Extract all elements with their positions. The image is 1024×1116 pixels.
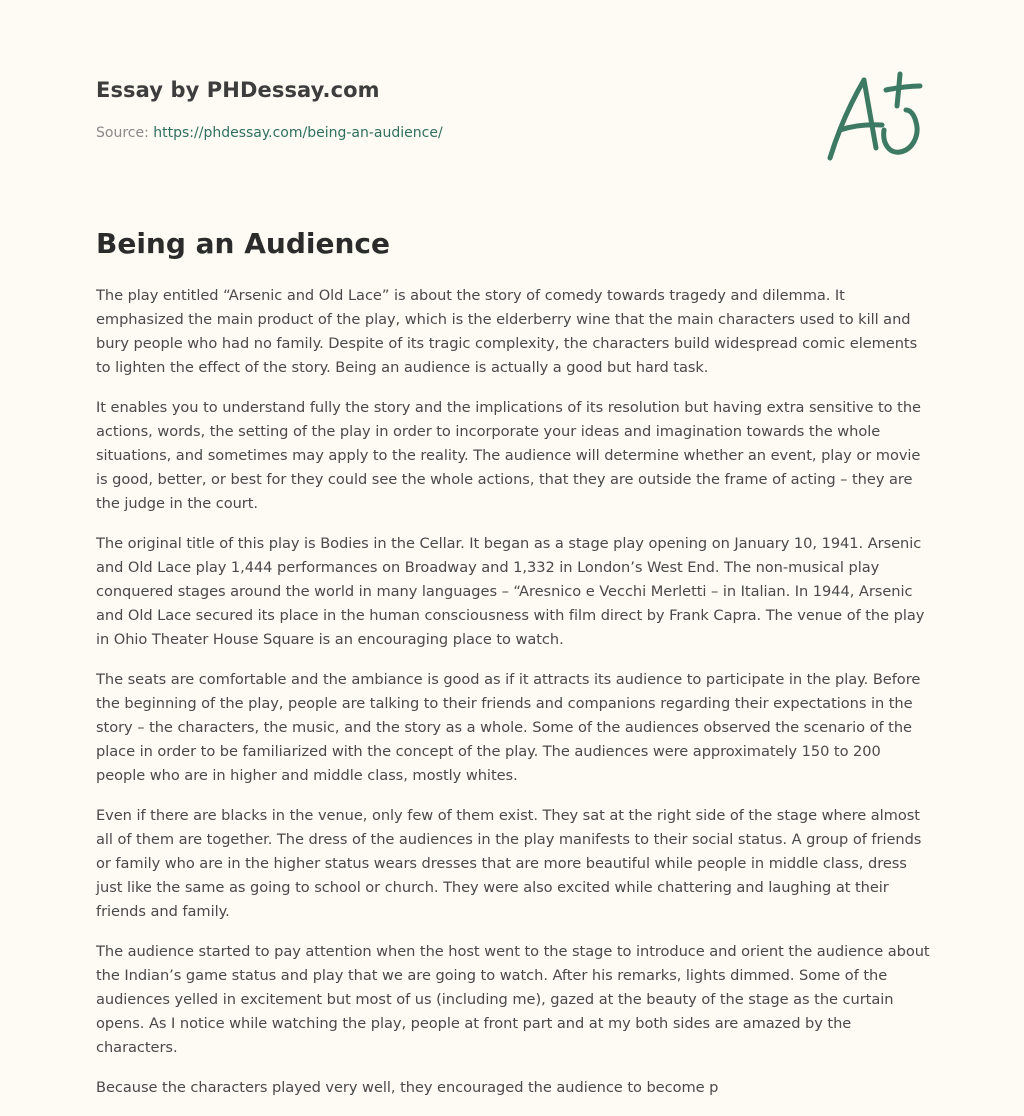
paragraph: The audience started to pay attention when the host went to the stage to introduce and orient the audience about the Indian’s game status and play that we are going to watch. After his remarks, lights dimmed. Some of the audiences yelled in excitement but most of us (including me), gazed at the beauty of the stage as the curtain opens. As I notice while watching the play, people at front part and at my both sides are amazed by the characters. <box>96 943 930 1056</box>
essay-body <box>96 284 930 1116</box>
paragraph: The play entitled “Arsenic and Old Lace” is about the story of comedy towards tragedy and dilemma. It emphasized the main product of the play, which is the elderberry wine that the main characters used to kill and bury people who had no family. Despite of its tragic complexity, the characters build widespread comic elements to lighten the effect of the story. Being an audience is actually a good but hard task. <box>96 287 918 376</box>
paragraph: It enables you to understand fully the story and the implications of its resolution but having extra sensitive to the actions, words, the setting of the play in order to incorporate your ideas and imagination towards the whole situations, and sometimes may apply to the reality. The audience will determine whether an event, play or movie is good, better, or best for they could see the whole actions, that they are outside the frame of acting – they are the judge in the court. <box>96 399 921 512</box>
paragraph: The seats are comfortable and the ambiance is good as if it attracts its audience to participate in the play. Before the beginning of the play, people are talking to their friends and companions regarding their expectations in the story – the characters, the music, and the story as a whole. Some of the audiences observed the scenario of the place in order to be familiarized with the concept of the play. The audiences were approximately 150 to 200 people who are in higher and middle class, mostly whites. <box>96 671 921 784</box>
paragraph: Because the characters played very well, they encouraged the audience to become p <box>96 1079 719 1096</box>
source-label: Source: <box>96 125 149 141</box>
source-line <box>96 125 443 141</box>
site-title: Essay by PHDessay.com <box>96 78 380 102</box>
a-plus-logo-icon <box>824 70 924 164</box>
essay-page <box>96 0 930 1116</box>
document-title: Being an Audience <box>96 227 390 260</box>
source-link[interactable]: https://phdessay.com/being-an-audience/ <box>153 125 443 141</box>
paragraph: The original title of this play is Bodies in the Cellar. It began as a stage play opening on January 10, 1941. Arsenic and Old Lace play 1,444 performances on Broadway and 1,332 in London’s West End. The non-musical play conquered stages around the world in many languages – “Aresnico e Vecchi Merletti – in Italian. In 1944, Arsenic and Old Lace secured its place in the human consciousness with film direct by Frank Capra. The venue of the play in Ohio Theater House Square is an encouraging place to watch. <box>96 535 925 648</box>
paragraph: Even if there are blacks in the venue, only few of them exist. They sat at the right side of the stage where almost all of them are together. The dress of the audiences in the play manifests to their social status. A group of friends or family who are in the higher status wears dresses that are more beautiful while people in middle class, dress just like the same as going to school or church. They were also excited while chattering and laughing at their friends and family. <box>96 807 922 920</box>
